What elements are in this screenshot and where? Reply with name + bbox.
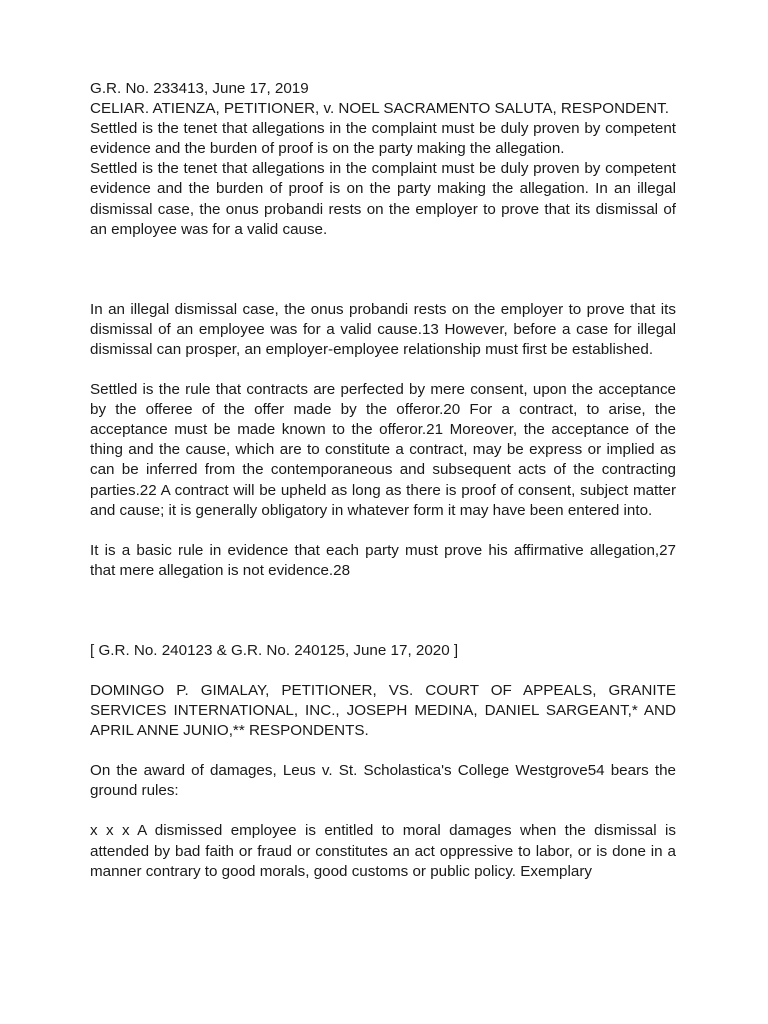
paragraph: In an illegal dismissal case, the onus probandi rests on the employer to prove that its dismissal of an employee was for a valid cause.13 However, before a case for illegal dismissal can prosper, an employer-employee relationship must first be established. <box>90 300 676 358</box>
case-header: [ G.R. No. 240123 & G.R. No. 240125, June 17, 2020 ] <box>90 641 459 659</box>
paragraph: x x x A dismissed employee is entitled to moral damages when the dismissal is attended by bad faith or fraud or constitutes an act oppressive to labor, or is done in a manner contrary to good morals, good customs or public policy. Exemplary <box>90 822 676 880</box>
document-page <box>90 79 676 882</box>
paragraph: On the award of damages, Leus v. St. Scholastica's College Westgrove54 bears the ground rules: <box>90 762 676 800</box>
paragraph: Settled is the rule that contracts are perfected by mere consent, upon the acceptance by the offeree of the offer made by the offeror.20 For a contract, to arise, the acceptance must be made known to the offeror.21 Moreover, the acceptance of the thing and the cause, which are to constitute a contract, may be express or implied as can be inferred from the contemporaneous and subsequent acts of the contracting parties.22 A contract will be upheld as long as there is proof of consent, subject matter and cause; it is generally obligatory in whatever form it may have been entered into. <box>90 381 676 519</box>
case-header: G.R. No. 233413, June 17, 2019 <box>90 80 309 97</box>
paragraph: Settled is the tenet that allegations in the complaint must be duly proven by competent evidence and the burden of proof is on the party making the allegation. <box>90 120 676 158</box>
case-parties: DOMINGO P. GIMALAY, PETITIONER, VS. COURT OF APPEALS, GRANITE SERVICES INTERNATIONAL, INC., JOSEPH MEDINA, DANIEL SARGEANT,* AND APRIL ANNE JUNIO,** RESPONDENTS. <box>90 681 676 740</box>
paragraph: Settled is the tenet that allegations in the complaint must be duly proven by competent evidence and the burden of proof is on the party making the allegation. In an illegal dismissal case, the onus probandi rests on the employer to prove that its dismissal of an employee was for a valid cause. <box>90 160 676 238</box>
case-parties: CELIAR. ATIENZA, PETITIONER, v. NOEL SACRAMENTO SALUTA, RESPONDENT. <box>90 100 669 118</box>
paragraph: It is a basic rule in evidence that each party must prove his affirmative allegation,27 that mere allegation is not evidence.28 <box>90 541 676 579</box>
